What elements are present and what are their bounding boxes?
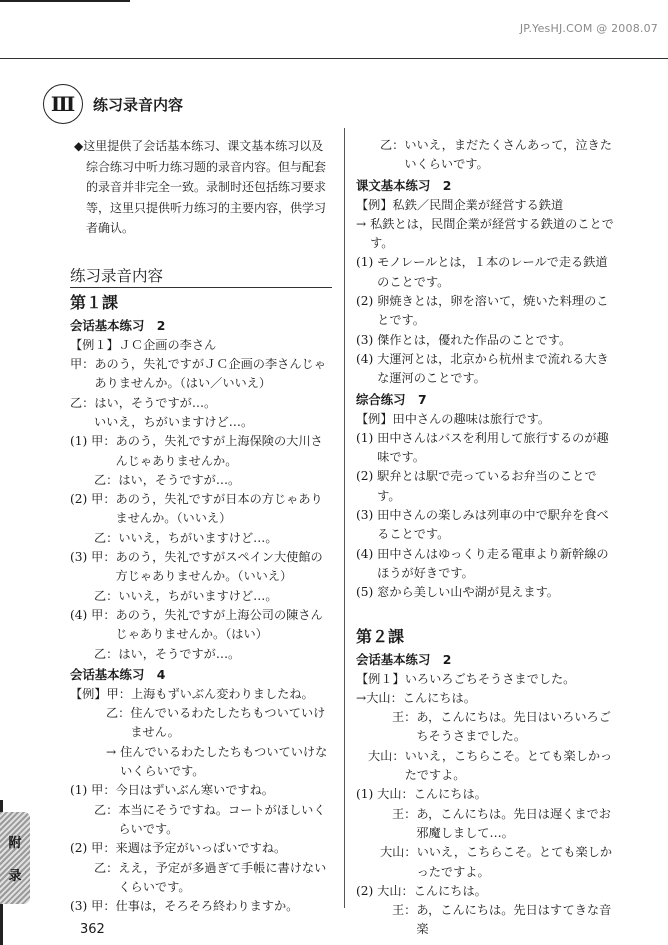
line-text: 今日はずいぶん寒いですね。 — [115, 783, 274, 798]
speaker-tag: (3) 甲： — [70, 550, 116, 565]
speaker-tag: 王： — [392, 903, 417, 918]
speaker-tag: (1) 大山： — [356, 787, 414, 802]
speaker-tag: 乙： — [70, 395, 95, 410]
speaker-tag: 乙： — [94, 530, 119, 545]
line-text: いいえ，こちらこそ。とても楽しかったですよ。 — [416, 845, 613, 879]
line-text: 【例】私鉄／民間企業が経営する鉄道 — [356, 197, 564, 212]
exercise-heading: 会话基本练习 2 — [356, 651, 452, 667]
text-line — [356, 410, 618, 429]
line-text: 本当にそうですね。コートがほしいくらいです。 — [118, 802, 326, 836]
text-line — [70, 606, 334, 645]
exercise-heading: 会话基本练习 4 — [70, 666, 166, 682]
speaker-tag: 大山： — [380, 845, 417, 860]
text-line — [356, 843, 618, 882]
line-text: あ，こんにちは。先日はすてきな音楽 — [416, 903, 612, 937]
line-text: 【例１】いろいろごちそうさまでした。 — [356, 671, 576, 686]
text-line — [356, 292, 618, 331]
speaker-tag: (2) — [356, 469, 378, 484]
speaker-tag: 乙： — [94, 588, 119, 603]
text-line — [70, 432, 334, 471]
exercise-lines — [70, 336, 334, 664]
line-text: 窓から美しい山や湖が見えます。 — [377, 585, 559, 600]
text-line — [356, 196, 618, 215]
speaker-tag: (1) 甲： — [70, 434, 116, 449]
speaker-tag: → — [106, 744, 121, 759]
speaker-tag: → — [356, 216, 371, 231]
line-text: こんにちは。 — [402, 690, 476, 705]
intro-note: ◆这里提供了会话基本练习、课文基本练习以及综合练习中听力练习题的录音内容。但与配套的录音并非完全一致。录制时还包括练习要求等，这里只提供听力练习的主要内容，供学习者确认。 — [74, 139, 327, 235]
text-line — [70, 743, 334, 782]
line-text: いいえ，ちがいますけど…。 — [94, 414, 254, 429]
line-text: 【例１】ＪＣ企画の李さん — [70, 337, 217, 352]
text-line — [70, 781, 334, 800]
speaker-tag: (3) — [356, 508, 378, 523]
exercise-lines — [356, 670, 618, 940]
line-text: あのう，失礼ですが日本の方じゃありませんか。（いいえ） — [115, 492, 323, 526]
watermark: JP.YesHJ.COM @ 2008.07 — [519, 22, 658, 35]
speaker-tag: (2) 甲： — [70, 841, 116, 856]
speaker-tag: (3) 甲： — [70, 899, 116, 914]
line-text: 田中さんはゆっくり走る電車より新幹線のほうが好きです。 — [377, 546, 609, 580]
exercise-heading: 课文基本练习 2 — [356, 177, 452, 193]
line-text: 田中さんはバスを利用して旅行するのが趣味です。 — [377, 430, 609, 465]
speaker-tag: (4) — [356, 546, 378, 561]
speaker-tag: 乙： — [94, 802, 119, 817]
line-text: いいえ，ちがいますけど…。 — [118, 588, 278, 603]
text-line — [70, 801, 334, 840]
right-column — [356, 136, 618, 940]
tab-char: 录 — [8, 869, 22, 884]
line-text: 私鉄とは，民間企業が経営する鉄道のことです。 — [370, 216, 614, 251]
line-text: あのう，失礼ですがＪＣ企画の李さんじゃありませんか。（はい／いいえ） — [94, 357, 326, 391]
text-line — [356, 785, 618, 804]
line-text: あのう，失礼ですが上海保険の大川さんじゃありませんか。 — [115, 434, 323, 468]
text-line — [70, 897, 334, 916]
text-line — [356, 670, 618, 689]
speaker-tag: 甲： — [70, 357, 95, 372]
text-line — [356, 506, 618, 545]
line-text: こんにちは。 — [413, 787, 487, 802]
text-line — [356, 901, 618, 940]
text-line — [356, 708, 618, 747]
speaker-tag: 乙： — [94, 646, 119, 661]
section-title: 练习录音内容 — [70, 267, 332, 288]
line-text: 上海もずいぶん変わりましたね。 — [130, 686, 314, 701]
appendix-thumb-tab — [0, 812, 30, 904]
page-number: 362 — [80, 922, 105, 937]
speaker-tag: (5) — [356, 585, 378, 600]
line-text: はい，そうですが…。 — [118, 472, 241, 487]
text-line — [70, 685, 334, 704]
line-text: 住んでいるわたしたちもついていけません。 — [130, 706, 326, 740]
line-text: 駅弁とは駅で売っているお弁当のことです。 — [377, 469, 597, 503]
line-text: ええ，予定が多過ぎて手帳に書けないくらいです。 — [118, 860, 327, 894]
speaker-tag: 【例】甲： — [70, 686, 131, 701]
chapter-numeral-badge: Ⅲ — [43, 84, 83, 124]
text-line — [70, 471, 334, 490]
speaker-tag: (2) — [356, 294, 378, 309]
line-text: はい，そうですが…。 — [94, 395, 217, 410]
left-column — [70, 136, 334, 916]
text-line — [70, 413, 334, 432]
exercise-heading: 综合练习 7 — [356, 391, 427, 407]
speaker-tag: (4) 甲： — [70, 607, 116, 622]
text-line — [70, 490, 334, 529]
line-text: 住んでいるわたしたちもついていけないくらいです。 — [120, 744, 328, 779]
text-line — [356, 689, 618, 708]
line-text: あ，こんにちは。先日は遅くまでお邪魔しまして…。 — [416, 806, 611, 840]
column-divider — [344, 128, 345, 908]
text-line — [70, 548, 334, 587]
line-text: いいえ，まだたくさんあって，泣きたいくらいです。 — [404, 138, 612, 172]
text-line — [356, 253, 618, 292]
exercise-lines — [356, 136, 618, 175]
line-text: 仕事は，そろそろ終わりますか。 — [115, 899, 299, 914]
text-line — [356, 136, 618, 175]
scan-edge-rule — [0, 0, 130, 2]
exercise-heading: 会话基本练习 2 — [70, 317, 166, 333]
line-text: 【例】田中さんの趣味は旅行です。 — [356, 411, 551, 426]
text-line — [70, 645, 334, 664]
text-line — [356, 429, 618, 468]
speaker-tag: 乙： — [94, 860, 119, 875]
text-line — [356, 331, 618, 350]
line-text: モノレールとは，１本のレールで走る鉄道のことです。 — [377, 255, 608, 289]
line-text: いいえ，こちらこそ。とても楽しかったですよ。 — [404, 748, 613, 783]
speaker-tag: 王： — [392, 710, 417, 725]
speaker-tag: →大山： — [356, 690, 403, 705]
speaker-tag: 乙： — [380, 138, 405, 152]
text-line — [356, 350, 618, 389]
line-text: いいえ，ちがいますけど…。 — [118, 530, 278, 545]
line-text: あのう，失礼ですが上海公司の陳さんじゃありませんか。（はい） — [115, 607, 323, 642]
line-text: 大運河とは，北京から杭州まで流れる大きな運河のことです。 — [377, 351, 609, 386]
speaker-tag: (1) — [356, 430, 378, 445]
chapter-heading — [43, 84, 183, 124]
line-text: 傑作とは，優れた作品のことです。 — [377, 332, 572, 347]
speaker-tag: 乙： — [94, 472, 119, 487]
tab-char: 附 — [8, 836, 22, 851]
text-line — [356, 545, 618, 584]
line-text: 来週は予定がいっぱいですね。 — [115, 841, 287, 856]
text-line — [356, 215, 618, 254]
line-text: あのう，失礼ですがスペイン大使館の方じゃありませんか。（いいえ） — [115, 550, 323, 584]
line-text: あ，こんにちは。先日はいろいろごちそうさまでした。 — [416, 710, 611, 744]
speaker-tag: (1) — [356, 255, 378, 270]
text-line — [70, 704, 334, 743]
line-text: 田中さんの楽しみは列車の中で駅弁を食べることです。 — [377, 508, 609, 542]
text-line — [356, 882, 618, 901]
speaker-tag: 王： — [392, 806, 417, 821]
text-line — [356, 805, 618, 844]
exercise-lines — [356, 410, 618, 603]
text-line — [70, 859, 334, 898]
text-line — [70, 394, 334, 413]
header-rule — [0, 58, 668, 59]
line-text: 卵焼きとは，卵を溶いて，焼いた料理のことです。 — [377, 294, 609, 328]
text-line — [70, 529, 334, 548]
speaker-tag: (2) 大山： — [356, 883, 414, 898]
text-line — [356, 583, 618, 602]
speaker-tag: (1) 甲： — [70, 783, 116, 798]
text-line — [70, 839, 334, 858]
text-line — [356, 747, 618, 786]
text-line — [70, 336, 334, 355]
line-text: はい，そうですが…。 — [118, 646, 241, 661]
text-line — [70, 587, 334, 606]
speaker-tag: (3) — [356, 332, 378, 347]
exercise-lines — [70, 685, 334, 917]
speaker-tag: 乙： — [106, 706, 131, 721]
speaker-tag: 大山： — [368, 748, 405, 763]
lesson-1-title: 第１課 — [70, 292, 119, 312]
lesson-2-title: 第２課 — [356, 626, 405, 646]
line-text: こんにちは。 — [413, 883, 487, 898]
chapter-title: 练习录音内容 — [93, 95, 184, 114]
speaker-tag: (4) — [356, 351, 378, 366]
speaker-tag: (2) 甲： — [70, 492, 116, 507]
text-line — [356, 467, 618, 506]
text-line — [70, 355, 334, 394]
exercise-lines — [356, 196, 618, 389]
